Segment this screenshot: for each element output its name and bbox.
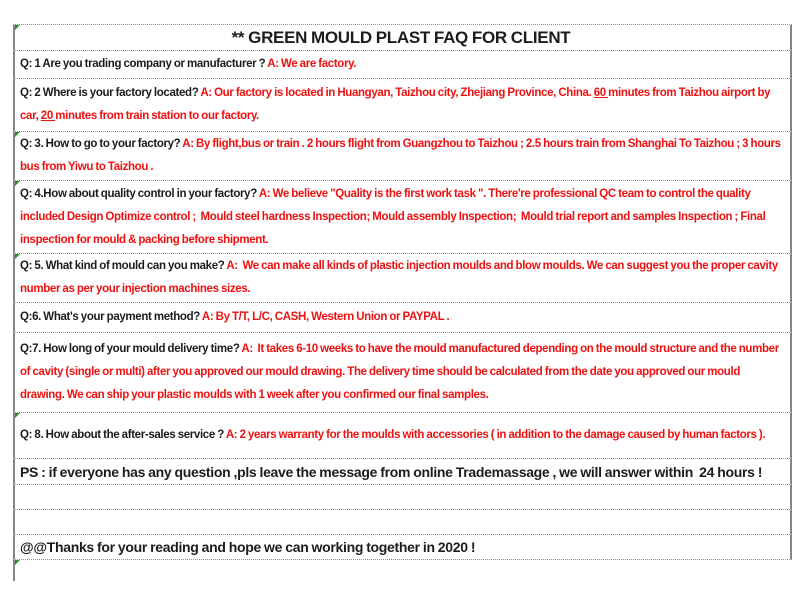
faq-row-q3	[13, 132, 792, 181]
faq-cell	[15, 52, 790, 77]
answer-text: A: By T/T, L/C, CASH, Western Union or PAYPAL .	[201, 311, 450, 323]
empty-cell	[15, 521, 790, 523]
question-text: Q: 1 Are you trading company or manufacturer ?	[20, 58, 268, 70]
partial-row-stub	[13, 560, 27, 581]
answer-text: A: Our factory is located in Huangyan, Taizhou city, Zhejiang Province, China.	[200, 87, 594, 99]
question-text: Q:6. What's your payment method?	[20, 311, 202, 323]
question-text: Q: 5. What kind of mould can you make?	[20, 260, 227, 272]
faq-row-q2	[13, 79, 792, 132]
faq-cell	[15, 337, 790, 408]
faq-row-q5	[13, 254, 792, 303]
thanks-cell	[15, 537, 790, 557]
empty-row	[13, 485, 792, 510]
faq-sheet	[13, 24, 792, 581]
empty-row	[13, 510, 792, 535]
faq-row-q7	[13, 333, 792, 413]
faq-cell	[15, 182, 790, 253]
empty-cell	[15, 496, 790, 498]
faq-row-q8	[13, 413, 792, 459]
answer-text: A: We can make all kinds of plastic injection moulds and blow moulds. We can suggest you the proper cavity number as per your injection machines sizes.	[20, 260, 781, 295]
ps-note-row	[13, 459, 792, 485]
answer-text: minutes from train station to our factory.	[55, 110, 260, 122]
cell-corner-marker	[15, 132, 20, 137]
question-text: Q: 2 Where is your factory located?	[20, 87, 201, 99]
question-text: Q: 3. How to go to your factory?	[20, 138, 183, 150]
answer-text: minutes from Taizhou airport by car,	[20, 87, 773, 122]
faq-row-q6	[13, 303, 792, 333]
ps-cell	[15, 462, 790, 482]
cell-corner-marker	[15, 560, 20, 565]
cell-corner-marker	[15, 181, 20, 186]
answer-text: A: By flight,bus or train . 2 hours flight from Guangzhou to Taizhou ; 2.5 hours train from Shanghai To Taizhou ; 3 hours bus from Yiwu to Taizhou .	[20, 138, 784, 173]
answer-text: A: We believe "Quality is the first work task ". There're professional QC team to control the quality included Design Optimize control ; Mould steel hardness Inspection; Mould assembly Inspection; Mould trial report and samples Inspection ; Final inspection for mould & packing before shipment.	[20, 187, 768, 246]
cell-corner-marker	[15, 413, 20, 418]
cell-corner-marker	[15, 254, 20, 259]
answer-text: A: We are factory.	[267, 58, 357, 70]
faq-row-q4	[13, 181, 792, 254]
thanks-row	[13, 535, 792, 560]
faq-cell	[15, 132, 790, 180]
title-cell	[15, 27, 790, 49]
ps-note-text: PS : if everyone has any question ,pls leave the message from online Trademassage , we will answer within 24 hours !	[20, 463, 763, 480]
faq-cell	[15, 305, 790, 330]
answer-text: A: 2 years warranty for the moulds with accessories ( in addition to the damage caused by human factors ).	[225, 429, 766, 441]
answer-text-underlined: 60	[593, 87, 609, 99]
answer-text-underlined: 20	[40, 110, 56, 122]
page-title: ** GREEN MOULD PLAST FAQ FOR CLIENT	[231, 27, 571, 47]
question-text: Q: 4.How about quality control in your factory?	[20, 187, 259, 200]
answer-text: A: It takes 6-10 weeks to have the mould manufactured depending on the mould structure and the number of cavity (single or multi) after you approved our mould drawing. The delivery time should be calculated from the date you approved our mould drawing. We can ship your plastic moulds with 1 week after you confirmed our final samples.	[20, 343, 782, 401]
cell-corner-marker	[15, 25, 20, 30]
thanks-text: @@Thanks for your reading and hope we can working together in 2020 !	[20, 539, 476, 555]
faq-cell	[15, 81, 790, 129]
question-text: Q:7. How long of your mould delivery time?	[20, 343, 242, 355]
faq-row-q1	[13, 51, 792, 79]
faq-cell	[15, 254, 790, 302]
question-text: Q: 8. How about the after-sales service ?	[20, 429, 226, 441]
faq-cell	[15, 423, 790, 448]
faq-title-row	[13, 25, 792, 51]
